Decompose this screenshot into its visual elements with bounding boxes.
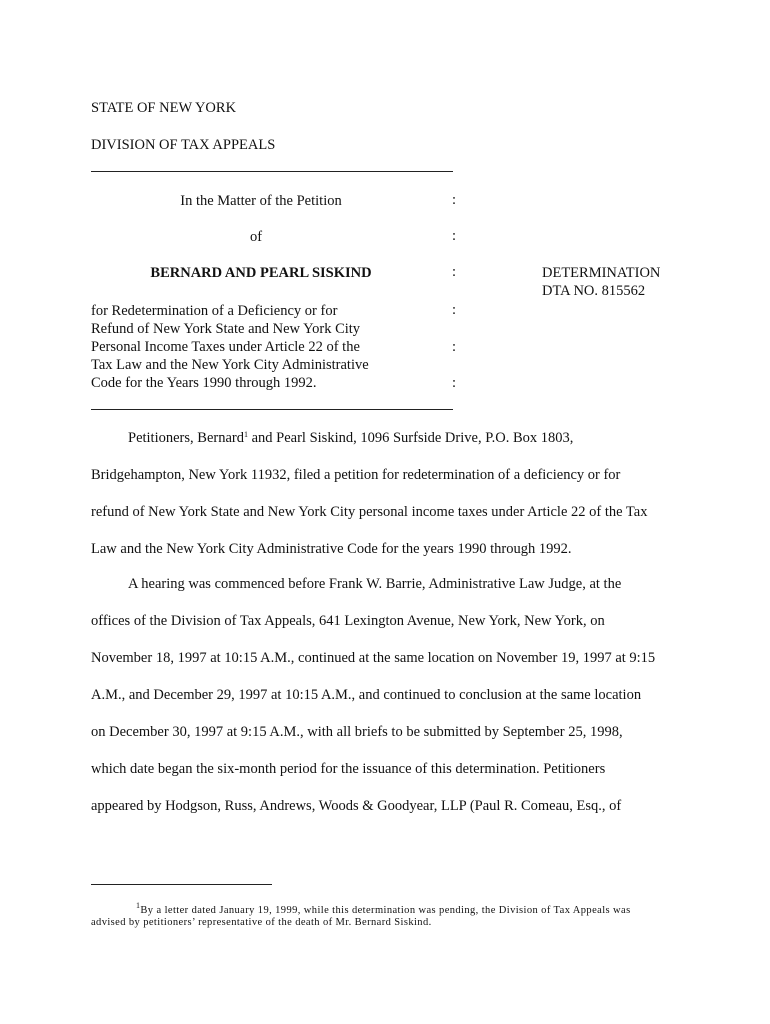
footnote-marker: 1 bbox=[136, 901, 141, 910]
footnote-separator bbox=[91, 884, 272, 885]
document-type: DETERMINATION bbox=[542, 265, 661, 281]
paragraph-line: refund of New York State and New York City personal income taxes under Article 22 of the Tax bbox=[91, 504, 648, 520]
paragraph-line: which date began the six-month period for the issuance of this determination. Petitioners bbox=[91, 761, 606, 777]
caption-colon: : bbox=[452, 375, 457, 391]
caption-purpose-line: Personal Income Taxes under Article 22 of the bbox=[91, 339, 360, 355]
caption-purpose-line: for Redetermination of a Deficiency or for bbox=[91, 303, 338, 319]
caption-colon: : bbox=[452, 302, 457, 318]
caption-colon: : bbox=[452, 192, 457, 208]
paragraph-line: A.M., and December 29, 1997 at 10:15 A.M., and continued to conclusion at the same location bbox=[91, 687, 642, 703]
paragraph-line: Law and the New York City Administrative Code for the years 1990 through 1992. bbox=[91, 541, 572, 557]
paragraph-line: offices of the Division of Tax Appeals, 641 Lexington Avenue, New York, New York, on bbox=[91, 613, 605, 629]
footnote-text: By a letter dated January 19, 1999, while this determination was pending, the Division of Tax Appeals was bbox=[140, 905, 631, 916]
division-heading: DIVISION OF TAX APPEALS bbox=[91, 137, 276, 153]
caption-colon: : bbox=[452, 339, 457, 355]
paragraph-line: November 18, 1997 at 10:15 A.M., continued at the same location on November 19, 1997 at 9:15 bbox=[91, 650, 656, 666]
matter-line: In the Matter of the Petition bbox=[180, 193, 342, 209]
dta-number: DTA NO. 815562 bbox=[542, 283, 646, 299]
paragraph-line: appeared by Hodgson, Russ, Andrews, Woods & Goodyear, LLP (Paul R. Comeau, Esq., of bbox=[91, 798, 622, 814]
footnote-second-line: advised by petitioners’ representative of the death of Mr. Bernard Siskind. bbox=[91, 917, 432, 928]
paragraph-line: on December 30, 1997 at 9:15 A.M., with all briefs to be submitted by September 25, 1998, bbox=[91, 724, 623, 740]
petitioner-names: BERNARD AND PEARL SISKIND bbox=[150, 265, 372, 281]
paragraph-line: Bridgehampton, New York 11932, filed a petition for redetermination of a deficiency or for bbox=[91, 467, 621, 483]
caption-purpose-line: Tax Law and the New York City Administrative bbox=[91, 357, 369, 373]
caption-colon: : bbox=[452, 228, 457, 244]
paragraph-text: Petitioners, Bernard bbox=[128, 430, 244, 446]
caption-bottom-rule bbox=[91, 409, 453, 410]
caption-top-rule bbox=[91, 171, 453, 172]
paragraph-1-first-line bbox=[128, 430, 573, 447]
state-heading: STATE OF NEW YORK bbox=[91, 100, 237, 116]
footnote-reference[interactable]: 1 bbox=[243, 430, 248, 439]
footnote-first-line bbox=[136, 901, 631, 916]
paragraph-line: A hearing was commenced before Frank W. Barrie, Administrative Law Judge, at the bbox=[128, 576, 622, 592]
paragraph-text: and Pearl Siskind, 1096 Surfside Drive, P.O. Box 1803, bbox=[247, 430, 574, 446]
caption-purpose-line: Refund of New York State and New York City bbox=[91, 321, 361, 337]
caption-colon: : bbox=[452, 264, 457, 280]
of-line: of bbox=[249, 229, 263, 245]
caption-purpose-line: Code for the Years 1990 through 1992. bbox=[91, 375, 317, 391]
